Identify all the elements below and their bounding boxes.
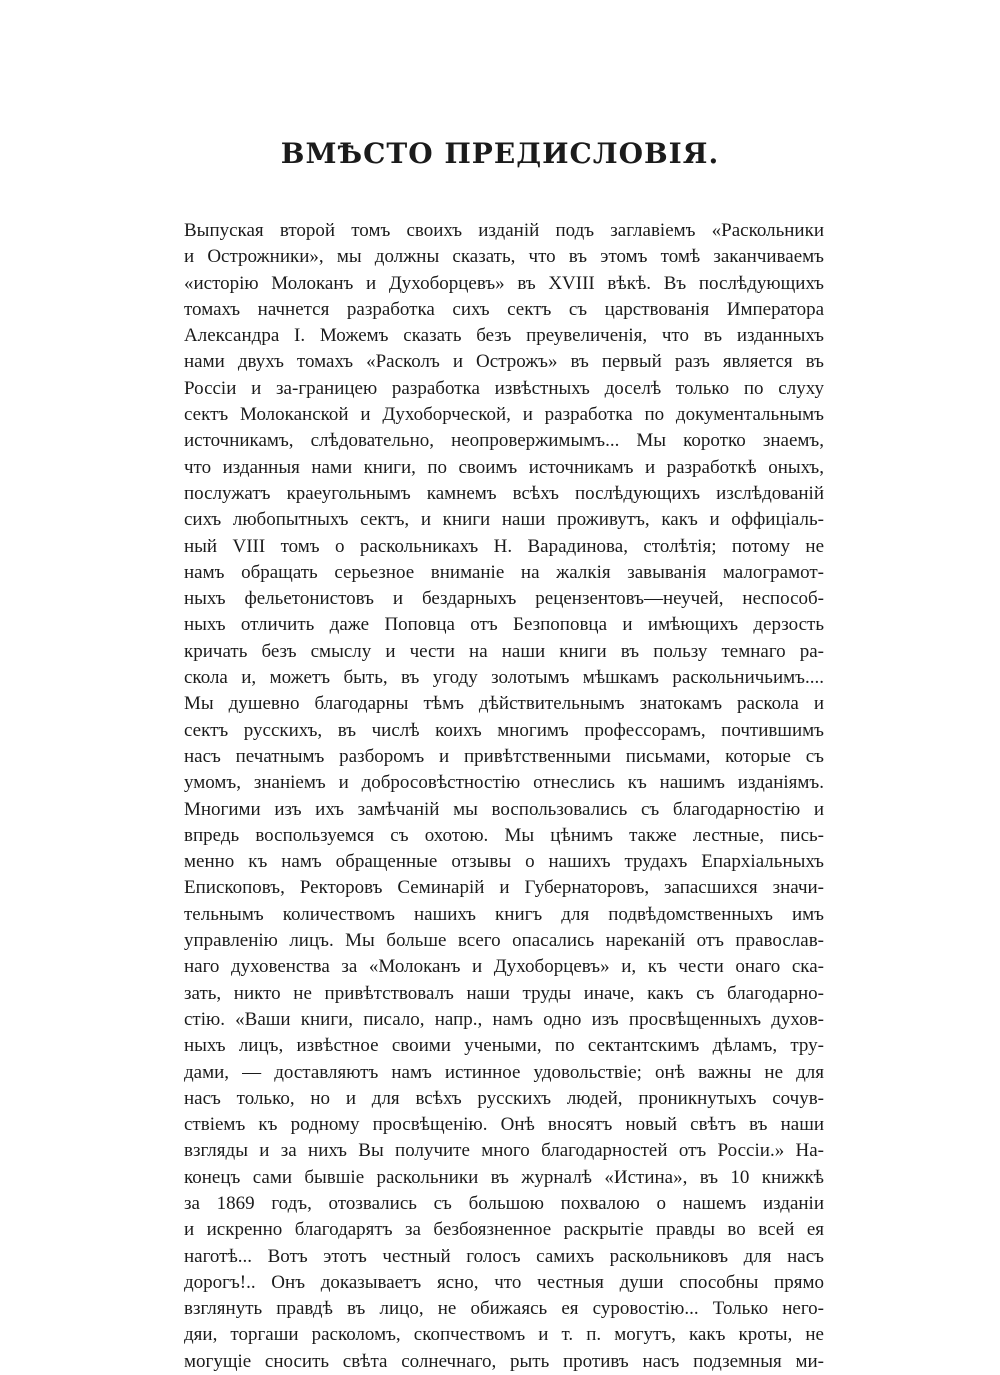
text-line: сихъ любопытныхъ сектъ, и книги наши проживутъ, какъ и оффиціаль- [184,509,824,531]
text-line: ный VIII томъ о раскольникахъ Н. Варадинова, столѣтія; потому не [184,535,824,557]
text-line: насъ печатнымъ разборомъ и привѣтственными письмами, которые съ [184,745,824,767]
text-line: дяи, торгаши расколомъ, скопчествомъ и т. п. могутъ, какъ кроты, не [184,1324,824,1346]
text-line: наго духовенства за «Молоканъ и Духоборцевъ» и, къ чести онаго ска- [184,956,824,978]
text-line: впредь воспользуемся съ охотою. Мы цѣнимъ также лестные, пись- [184,824,824,846]
text-line: и искренно благодарятъ за безбоязненное раскрытіе правды во всей ея [184,1219,824,1241]
text-line: тельнымъ количествомъ нашихъ книгъ для подвѣдомственныхъ имъ [184,903,824,925]
text-line: дорогъ!.. Онъ доказываетъ ясно, что честныя души способны прямо [184,1271,824,1293]
text-line: скола и, можетъ быть, въ угоду золотымъ мѣшкамъ раскольничьимъ.... [184,667,824,689]
page-title: ВМѢСТО ПРЕДИСЛОВІЯ. [280,137,720,170]
text-line: конецъ сами бывшіе раскольники въ журналѣ «Истина», въ 10 книжкѣ [184,1166,824,1188]
text-line: и Острожники», мы должны сказать, что въ этомъ томѣ заканчиваемъ [184,246,824,268]
text-line: наготѣ... Вотъ этотъ честный голосъ самихъ раскольниковъ для насъ [184,1245,824,1267]
text-line: ныхъ фельетонистовъ и бездарныхъ рецензентовъ—неучей, неспособ- [184,588,824,610]
text-line: Епископовъ, Ректоровъ Семинарій и Губернаторовъ, запасшихся значи- [184,877,824,899]
text-line: менно къ намъ обращенные отзывы о нашихъ трудахъ Епархіальныхъ [184,851,824,873]
text-line: за 1869 годъ, отозвались съ большою похвалою о нашемъ изданіи [184,1192,824,1214]
text-line: что изданныя нами книги, по своимъ источникамъ и разработкѣ оныхъ, [184,456,824,478]
text-line: «исторію Молоканъ и Духоборцевъ» въ XVIII вѣкѣ. Въ послѣдующихъ [184,272,824,294]
text-line: дами, — доставляютъ намъ истинное удовольствіе; онѣ важны не для [184,1061,824,1083]
text-line: ныхъ отличить даже Поповца отъ Безпоповца и имѣющихъ дерзость [184,614,824,636]
text-line: намъ обращать серьезное вниманіе на жалкія завыванія малограмот- [184,561,824,583]
text-line: взглянуть правдѣ въ лицо, не обижаясь ея суровостію... Только него- [184,1298,824,1320]
text-line: сектъ русскихъ, въ числѣ коихъ многимъ профессорамъ, почтившимъ [184,719,824,741]
text-line: умомъ, знаніемъ и добросовѣстностію отнеслись къ нашимъ изданіямъ. [184,772,824,794]
text-line: взгляды и за нихъ Вы получите много благодарностей отъ Россіи.» На- [184,1140,824,1162]
text-line: Мы душевно благодарны тѣмъ дѣйствительнымъ знатокамъ раскола и [184,693,824,715]
text-line: томахъ начнется разработка сихъ сектъ съ царствованія Императора [184,298,824,320]
text-line: нами двухъ томахъ «Расколъ и Острожъ» въ первый разъ является въ [184,351,824,373]
text-line: ныхъ лицъ, извѣстное своими учеными, по сектантскимъ дѣламъ, тру- [184,1035,824,1057]
text-line: Россіи и за-границею разработка извѣстныхъ доселѣ только по слуху [184,377,824,399]
text-line: могущіе сносить свѣта солнечнаго, рыть противъ насъ подземныя ми- [184,1350,824,1372]
text-line: стію. «Ваши книги, писало, напр., намъ одно изъ просвѣщенныхъ духов- [184,1008,824,1030]
text-line: управленію лицъ. Мы больше всего опасались нареканій отъ православ- [184,930,824,952]
text-line: ствіемъ къ родному просвѣщенію. Онѣ вносятъ новый свѣтъ въ наши [184,1114,824,1136]
text-line: Выпуская второй томъ своихъ изданій подъ заглавіемъ «Раскольники [184,220,824,241]
text-line: сектъ Молоканской и Духоборческой, и разработка по документальнымъ [184,404,824,426]
text-line: насъ только, но и для всѣхъ русскихъ людей, проникнутыхъ сочув- [184,1087,824,1109]
text-line: Многими изъ ихъ замѣчаній мы воспользовались съ благодарностію и [184,798,824,820]
text-line: Александра I. Можемъ сказать безъ преувеличенія, что въ изданныхъ [184,325,824,347]
text-line: послужатъ краеугольнымъ камнемъ всѣхъ послѣдующихъ изслѣдованій [184,482,824,504]
body-text [184,218,824,1375]
text-line: источникамъ, слѣдовательно, неопровержимымъ... Мы коротко знаемъ, [184,430,824,452]
text-line: зать, никто не привѣтствовалъ наши труды иначе, какъ съ благодарно- [184,982,824,1004]
text-line: кричать безъ смыслу и чести на наши книги въ пользу темнаго ра- [184,640,824,662]
